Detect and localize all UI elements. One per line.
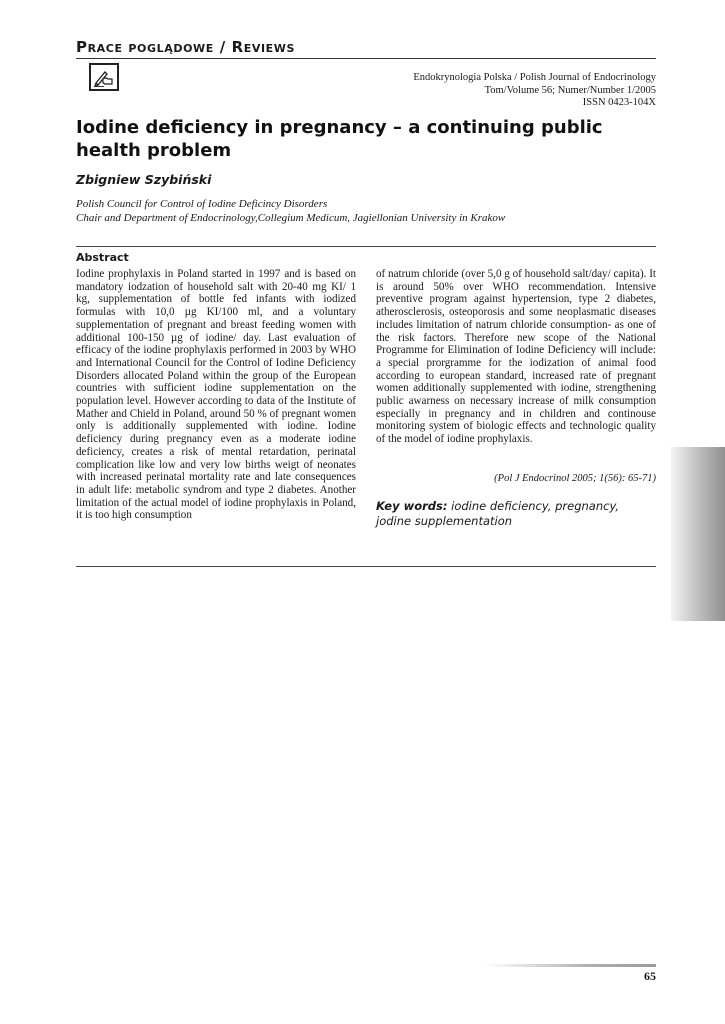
footer-rule bbox=[485, 964, 656, 967]
keywords-text: iodine deficiency, pregnancy, jodine supplementation bbox=[376, 499, 620, 528]
keywords bbox=[376, 499, 656, 529]
journal-issn: ISSN 0423-104X bbox=[582, 97, 656, 108]
side-thumb-tab bbox=[671, 447, 725, 621]
abstract-top-rule bbox=[76, 246, 656, 247]
section-divider bbox=[76, 58, 656, 59]
page-number: 65 bbox=[644, 969, 656, 983]
keywords-label: Key words: bbox=[376, 499, 448, 513]
writing-hand-icon bbox=[89, 63, 119, 91]
journal-info bbox=[413, 72, 656, 110]
abstract-text-left-column: Iodine prophylaxis in Poland started in 1997 and is based on mandatory iodzation of household salt with 20-40 mg KI/ 1 kg, supplementation of bottle fed infants with iodized formulas with 10,0 µg KI/100 ml, and a voluntary supplementation of pregnant and breast feeding women with additional 100-150 µg of iodine/ day. Last evaluation of efficacy of the iodine prophylaxis performed in 2003 by WHO and International Council for the Control of Iodine Deficiency Disorders allocated Poland within the group of the European countries with sufficient iodine supplementation on the population level. However according to data of the Institute of Mather and Chield in Poland, around 50 % of pregnant women only is additionally supplemented with iodine. Iodine deficiency during pregnancy even as a moderate iodine deficiency, creates a risk of mental retardation, perinatal complication like low and very low births weigt of neonates with increased perinatal mortality rate and late consequences in adult life: metabolic syndrom and type 2 diabetes. Another limitation of the actual model of iodine prophylaxis in Poland, it is too high consumption bbox=[76, 268, 356, 522]
section-heading: Prace poglądowe / Reviews bbox=[76, 38, 296, 56]
author-affiliation-2: Chair and Department of Endocrinology,Collegium Medicum, Jagiellonian University in Krakow bbox=[76, 212, 506, 224]
abstract-text-right-column: of natrum chloride (over 5,0 g of household salt/day/ capita). It is around 50% over WHO recommendation. Intensive preventive program against hypertension, type 2 diabetes, atherosclerosis, osteoporosis and some neoplasmatic diseases includes limitation of natrum chloride consumption- as one of the risk factors. Therefore new scope of the National Programme for Elimination of Iodine Deficiency will include: a special prorgramme for the iodization of animal food according to european standard, increased rate of pregnant women additionally supplemented with iodine, strengthening public awarness on necessary increase of milk consumption especially in pregnancy and in children and continouse monitoring system of biologic effects and technologic quality of the model of iodine prophylaxis. bbox=[376, 268, 656, 446]
author-affiliation-1: Polish Council for Control of Iodine Deficincy Disorders bbox=[76, 198, 328, 210]
citation: (Pol J Endocrinol 2005; 1(56): 65-71) bbox=[494, 473, 656, 484]
journal-volume: Tom/Volume 56; Numer/Number 1/2005 bbox=[484, 84, 656, 96]
abstract-bottom-rule bbox=[76, 566, 656, 567]
abstract-heading: Abstract bbox=[76, 251, 129, 264]
article-author: Zbigniew Szybiński bbox=[76, 172, 212, 187]
journal-name: Endokrynologia Polska / Polish Journal of Endocrinology bbox=[413, 72, 656, 83]
article-title: Iodine deficiency in pregnancy – a continuing public health problem bbox=[76, 117, 603, 161]
